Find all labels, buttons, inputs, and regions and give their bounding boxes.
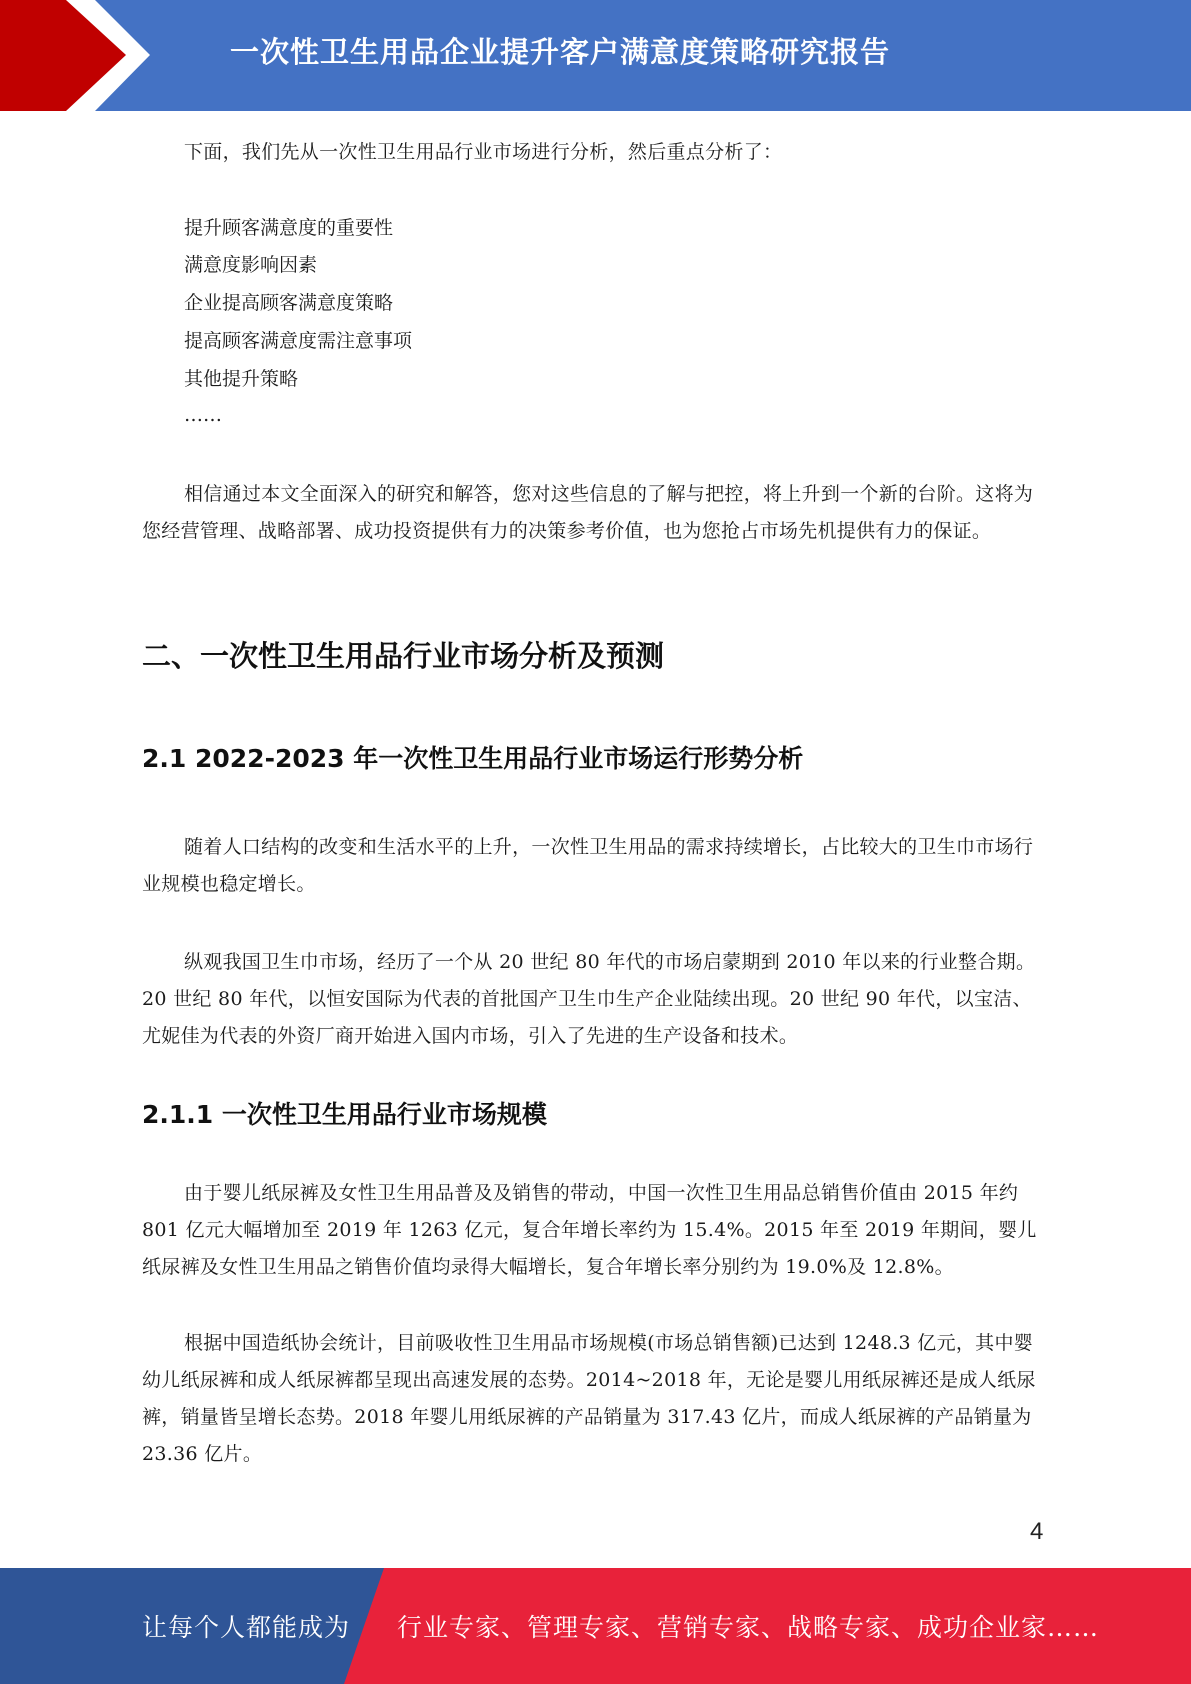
page-number: 4 [1030,1518,1044,1545]
intro-list-item: …… [184,404,222,426]
intro-list-item: 提升顾客满意度的重要性 [184,217,394,239]
body-paragraph: 纵观我国卫生巾市场，经历了一个从 20 世纪 80 年代的市场启蒙期到 2010 年以来的行业整合期。20 世纪 80 年代，以恒安国际为代表的首批国产卫生巾生产企业陆续出现。20 世纪 90 年代，以宝洁、尤妮佳为代表的外资厂商开始进入国内市场，引入了先进的生产设备和技术。 [142,951,1036,1047]
intro-closing-paragraph: 相信通过本文全面深入的研究和解答，您对这些信息的了解与把控，将上升到一个新的台阶。这将为您经营管理、战略部署、成功投资提供有力的决策参考价值，也为您抢占市场先机提供有力的保证。 [142,483,1034,542]
intro-list-item: 其他提升策略 [184,368,299,390]
intro-lead: 下面，我们先从一次性卫生用品行业市场进行分析，然后重点分析了： [184,141,783,163]
intro-list-item: 满意度影响因素 [184,254,318,276]
section-heading: 二、一次性卫生用品行业市场分析及预测 [142,639,665,673]
intro-list-item: 企业提高顾客满意度策略 [184,292,394,314]
footer-slogan-right: 行业专家、管理专家、营销专家、战略专家、成功企业家…… [397,1613,1100,1642]
header-arrow-icon [0,0,160,111]
body-paragraph: 由于婴儿纸尿裤及女性卫生用品普及及销售的带动，中国一次性卫生用品总销售价值由 2015 年约 801 亿元大幅增加至 2019 年 1263 亿元，复合年增长率约为 15.4%。2015 年至 2019 年期间，婴儿纸尿裤及女性卫生用品之销售价值均录得大幅增长，复合年增长率分别约为 19.0%及 12.8%。 [142,1182,1037,1278]
body-paragraph: 随着人口结构的改变和生活水平的上升，一次性卫生用品的需求持续增长，占比较大的卫生巾市场行业规模也稳定增长。 [142,836,1034,895]
subsection-heading: 2.1.1 一次性卫生用品行业市场规模 [142,1100,547,1129]
header-bar [0,0,1191,111]
footer-banner [0,1568,1191,1684]
footer-slogan-left: 让每个人都能成为 [142,1613,351,1642]
body-paragraph: 根据中国造纸协会统计，目前吸收性卫生用品市场规模(市场总销售额)已达到 1248.3 亿元，其中婴幼儿纸尿裤和成人纸尿裤都呈现出高速发展的态势。2014~2018 年，无论是婴儿用纸尿裤还是成人纸尿裤，销量皆呈增长态势。2018 年婴儿用纸尿裤的产品销量为 317.43 亿片，而成人纸尿裤的产品销量为 23.36 亿片。 [142,1332,1036,1465]
report-title: 一次性卫生用品企业提升客户满意度策略研究报告 [230,34,891,69]
intro-list-item: 提高顾客满意度需注意事项 [184,330,413,352]
subsection-heading: 2.1 2022-2023 年一次性卫生用品行业市场运行形势分析 [142,744,804,773]
